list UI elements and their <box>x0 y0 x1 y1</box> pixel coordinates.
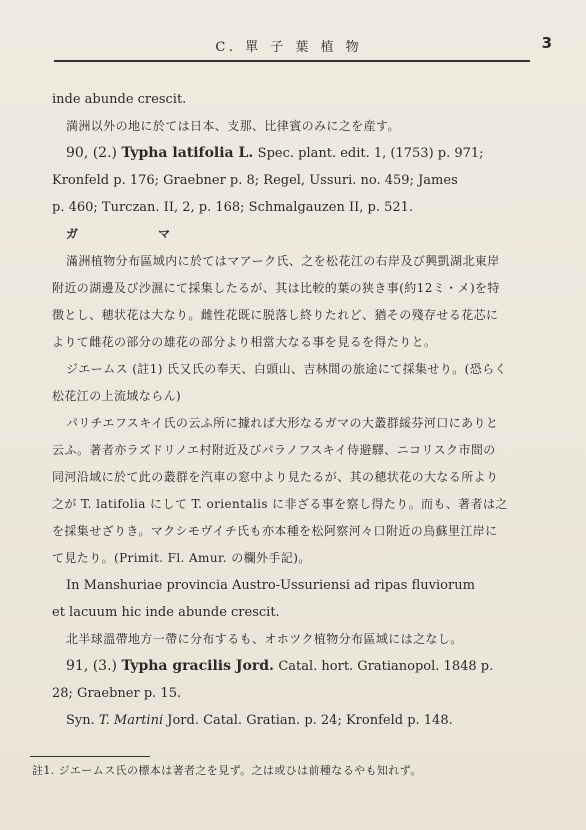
paragraph: 同河沿域に於て此の叢群を汽車の窓中より見たるが、其の穂状花の大なる所より <box>52 470 499 484</box>
latin-paragraph: In Manshuriae provincia Austro-Ussuriensi ad ripas fluviorum <box>66 578 475 593</box>
paragraph: 云ふ。著者亦ラズドリノエ村附近及びパラノフスキイ侍避驛、ニコリスク市間の <box>52 443 496 457</box>
species-name: Typha gracilis Jord. <box>121 658 274 674</box>
paragraph: て見たり。(Primit. Fl. Amur. の欄外手記)。 <box>52 551 311 565</box>
species-heading-90 <box>52 140 526 167</box>
paragraph: 満洲以外の地に於ては日本、支那、比律賓のみに之を産す。 <box>66 119 400 133</box>
paragraph: inde abunde crescit. <box>52 92 187 107</box>
species-reference: Catal. hort. Gratianopol. 1848 p. <box>278 659 494 674</box>
synonym-reference: Jord. Catal. Gratian. p. 24; Kronfeld p. 148. <box>167 713 453 728</box>
species-number: 90, (2.) <box>66 145 117 161</box>
page-header <box>52 28 552 60</box>
species-reference: Spec. plant. edit. 1, (1753) p. 971; <box>257 146 484 161</box>
paragraph: 松花江の上流域ならん) <box>52 389 182 403</box>
synonym-line <box>52 707 526 734</box>
paragraph: を採集せざりき。マクシモヴイチ氏も亦本種を松阿察河々口附近の烏蘇里江岸に <box>52 524 498 538</box>
paragraph: よりて雌花の部分の雄花の部分より相當大なる事を見るを得たりと。 <box>52 335 437 349</box>
paragraph: 之が T. latifolia にして T. orientalis に非ざる事を察し得たり。而も、著者は之 <box>52 497 508 511</box>
footnote: 註1. ジエームス氏の標本は著者之を見ず。之は或ひは前種なるやも知れず。 <box>32 764 422 777</box>
latin-paragraph: et lacuum hic inde abunde crescit. <box>52 605 280 620</box>
synonym-label: Syn. <box>66 713 95 728</box>
paragraph: 滿洲植物分布區域内に於てはマアーク氏、之を松花江の右岸及び興凱湖北東岸 <box>66 254 500 268</box>
reference-line: p. 460; Turczan. II, 2, p. 168; Schmalgauzen II, p. 521. <box>52 200 414 215</box>
paragraph: ジエームス (註1) 氏又氏の奉天、白頭山、吉林間の旅途にて採集せり。(恐らく <box>66 362 507 376</box>
synonym-name: T. Martini <box>98 713 164 728</box>
page-number: 3 <box>541 34 552 52</box>
reference-line: Kronfeld p. 176; Graebner p. 8; Regel, Ussuri. no. 459; James <box>52 173 458 188</box>
body-text <box>52 86 526 734</box>
footnote-rule <box>30 756 150 757</box>
reference-line: 28; Graebner p. 15. <box>52 686 182 701</box>
species-number: 91, (3.) <box>66 658 117 674</box>
species-heading-91 <box>52 653 526 680</box>
running-title: C. 單 子 葉 植 物 <box>215 40 363 55</box>
japanese-common-name: ガ マ <box>66 227 205 241</box>
paragraph: 附近の湖邊及び沙濕にて採集したるが、其は比較的葉の狭き事(約12ミ・メ)を特 <box>52 281 500 295</box>
header-rule <box>54 60 530 62</box>
paragraph: 北半球溫帶地方一帶に分布するも、オホツク植物分布區域には之なし。 <box>66 632 463 646</box>
species-name: Typha latifolia L. <box>121 145 254 161</box>
paragraph: 徴とし、穂状花は大なり。雌性花既に脱落し終りたれど、猶その殘存せる花芯に <box>52 308 499 322</box>
paragraph: パリチエフスキイ氏の云ふ所に據れば大形なるガマの大叢群綏芬河口にありと <box>66 416 499 430</box>
